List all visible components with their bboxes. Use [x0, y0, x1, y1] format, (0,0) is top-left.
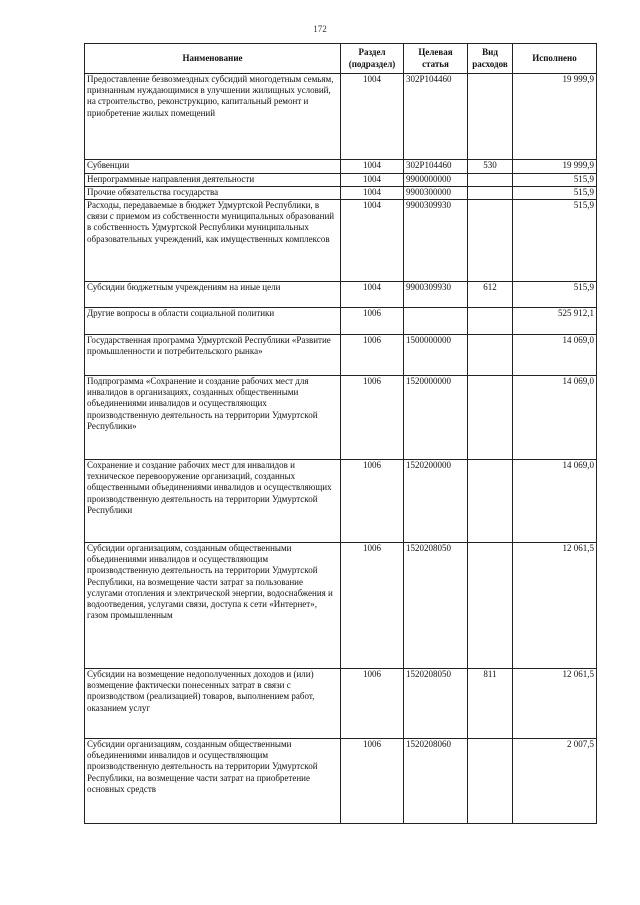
row-type: 612 — [468, 282, 513, 308]
row-target: 1520208050 — [404, 543, 468, 669]
row-type — [468, 335, 513, 376]
row-type — [468, 74, 513, 160]
row-section: 1004 — [341, 74, 404, 160]
row-value: 12 061,5 — [513, 543, 597, 669]
table-row — [85, 282, 597, 308]
table-row — [85, 543, 597, 669]
row-section: 1004 — [341, 187, 404, 200]
row-name: Непрограммные направления деятельности — [85, 174, 341, 187]
row-type — [468, 543, 513, 669]
row-value: 12 061,5 — [513, 669, 597, 739]
budget-table — [84, 43, 597, 824]
row-section: 1006 — [341, 376, 404, 460]
header-type: Вид расходов — [468, 44, 513, 74]
table-row — [85, 200, 597, 282]
row-type — [468, 376, 513, 460]
table-row — [85, 460, 597, 543]
row-name: Подпрограмма «Сохранение и создание рабочих мест для инвалидов в организациях, созданных общественными объединениями инвалидов и осуществляющих производственную деятельность на территории Удмуртской Республики» — [85, 376, 341, 460]
row-section: 1004 — [341, 160, 404, 174]
row-name: Расходы, передаваемые в бюджет Удмуртской Республики, в связи с приемом из собственности муниципальных образований в собственность Удмуртской Республики муниципальных образовательных учреждений, как имущественных комплексов — [85, 200, 341, 282]
row-target: 9900309930 — [404, 282, 468, 308]
row-target: 1520200000 — [404, 460, 468, 543]
row-target: 1500000000 — [404, 335, 468, 376]
row-name: Прочие обязательства государства — [85, 187, 341, 200]
row-section: 1006 — [341, 669, 404, 739]
header-target: Целевая статья — [404, 44, 468, 74]
table-header-row — [85, 44, 597, 74]
row-target: 1520208060 — [404, 739, 468, 824]
row-type — [468, 460, 513, 543]
row-value: 515,9 — [513, 200, 597, 282]
header-section: Раздел (подраздел) — [341, 44, 404, 74]
row-type — [468, 187, 513, 200]
row-target: 9900300000 — [404, 187, 468, 200]
row-section: 1004 — [341, 282, 404, 308]
row-type: 530 — [468, 160, 513, 174]
table-row — [85, 174, 597, 187]
row-section: 1006 — [341, 460, 404, 543]
row-section: 1006 — [341, 308, 404, 335]
header-executed: Исполнено — [513, 44, 597, 74]
table-row — [85, 335, 597, 376]
row-target: 1520000000 — [404, 376, 468, 460]
row-name: Субсидии организациям, созданным общественными объединениями инвалидов и осуществляющим производственную деятельность на территории Удмуртской Республики, на возмещение части затрат на приобретение основных средств — [85, 739, 341, 824]
row-target: 9900000000 — [404, 174, 468, 187]
row-name: Субсидии бюджетным учреждениям на иные цели — [85, 282, 341, 308]
row-value: 14 069,0 — [513, 460, 597, 543]
row-type — [468, 174, 513, 187]
row-name: Другие вопросы в области социальной политики — [85, 308, 341, 335]
row-target: 1520208050 — [404, 669, 468, 739]
table-row — [85, 74, 597, 160]
table-row — [85, 308, 597, 335]
row-section: 1004 — [341, 200, 404, 282]
row-value: 2 007,5 — [513, 739, 597, 824]
row-name: Предоставление безвозмездных субсидий многодетным семьям, признанным нуждающимися в улучшении жилищных условий, на строительство, реконструкцию, капитальный ремонт и приобретение жилых помещений — [85, 74, 341, 160]
row-target: 302Р104460 — [404, 160, 468, 174]
row-value: 525 912,1 — [513, 308, 597, 335]
table-row — [85, 669, 597, 739]
row-value: 14 069,0 — [513, 335, 597, 376]
row-name: Субвенции — [85, 160, 341, 174]
table-row — [85, 187, 597, 200]
row-name: Государственная программа Удмуртской Республики «Развитие промышленности и потребительского рынка» — [85, 335, 341, 376]
row-name: Субсидии организациям, созданным общественными объединениями инвалидов и осуществляющим производственную деятельность на территории Удмуртской Республики, на возмещение части затрат за пользование услугами отопления и электрической энергии, водоснабжения и водоотведения, услугами связи, доступа к сети «Интернет», газом промышленным — [85, 543, 341, 669]
table-row — [85, 739, 597, 824]
row-value: 515,9 — [513, 174, 597, 187]
row-section: 1004 — [341, 174, 404, 187]
row-section: 1006 — [341, 335, 404, 376]
row-value: 19 999,9 — [513, 160, 597, 174]
row-type — [468, 739, 513, 824]
row-name: Сохранение и создание рабочих мест для инвалидов и техническое перевооружение организаций, созданных общественными объединениями инвалидов и осуществляющих производственную деятельность на территории Удмуртской Республики — [85, 460, 341, 543]
row-type — [468, 200, 513, 282]
row-type — [468, 308, 513, 335]
row-section: 1006 — [341, 543, 404, 669]
row-section: 1006 — [341, 739, 404, 824]
row-value: 515,9 — [513, 187, 597, 200]
row-value: 19 999,9 — [513, 74, 597, 160]
row-value: 14 069,0 — [513, 376, 597, 460]
header-name: Наименование — [85, 44, 341, 74]
page-number: 172 — [313, 24, 327, 34]
row-value: 515,9 — [513, 282, 597, 308]
row-target: 302Р104460 — [404, 74, 468, 160]
row-name: Субсидии на возмещение недополученных доходов и (или) возмещение фактически понесенных затрат в связи с производством (реализацией) товаров, выполнением работ, оказанием услуг — [85, 669, 341, 739]
row-target — [404, 308, 468, 335]
row-type: 811 — [468, 669, 513, 739]
row-target: 9900309930 — [404, 200, 468, 282]
table-row — [85, 160, 597, 174]
table-row — [85, 376, 597, 460]
